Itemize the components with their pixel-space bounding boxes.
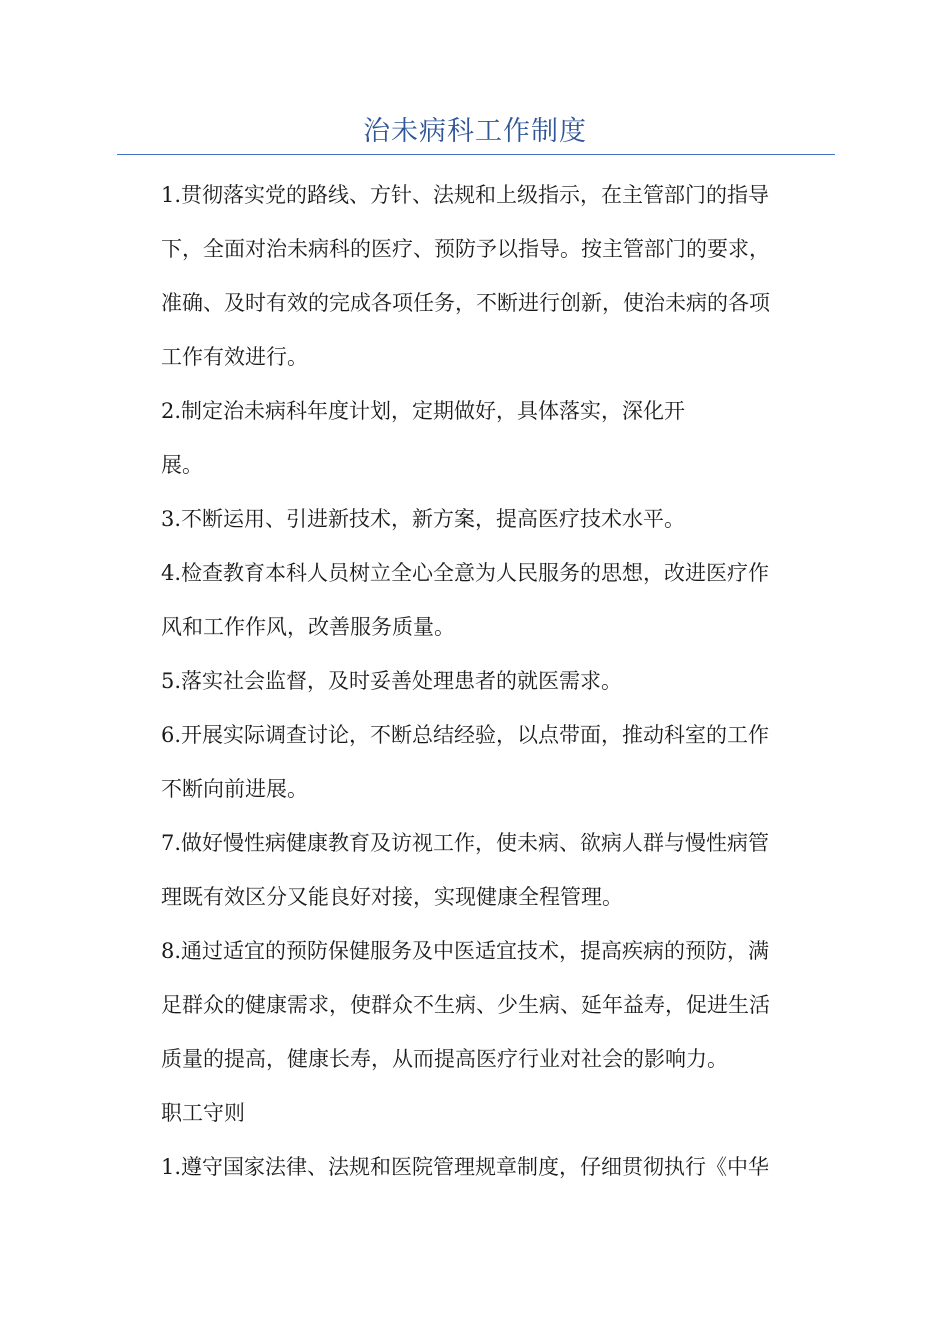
text-line: 理既有效区分又能良好对接，实现健康全程管理。 [161,885,623,909]
text-line: 2.制定治未病科年度计划，定期做好，具体落实，深化开 [161,399,686,423]
text-line: 工作有效进行。 [161,345,308,369]
text-line: 质量的提高，健康长寿，从而提高医疗行业对社会的影响力。 [161,1047,728,1071]
text-line: 1.遵守国家法律、法规和医院管理规章制度，仔细贯彻执行《中华 [161,1155,770,1179]
text-line: 3.不断运用、引进新技术，新方案，提高医疗技术水平。 [161,507,686,531]
text-line: 7.做好慢性病健康教育及访视工作，使未病、欲病人群与慢性病管 [161,831,770,855]
text-line: 8.通过适宜的预防保健服务及中医适宜技术，提高疾病的预防，满 [161,939,770,963]
text-line: 足群众的健康需求，使群众不生病、少生病、延年益寿，促进生活 [161,993,770,1017]
text-line: 5.落实社会监督，及时妥善处理患者的就医需求。 [161,669,623,693]
text-line: 1.贯彻落实党的路线、方针、法规和上级指示，在主管部门的指导 [161,183,770,207]
title-underline [117,154,835,155]
text-line: 下，全面对治未病科的医疗、预防予以指导。按主管部门的要求， [161,237,770,261]
page-title: 治未病科工作制度 [363,116,587,147]
text-line: 不断向前进展。 [161,777,308,801]
text-line: 展。 [161,453,203,477]
text-line: 准确、及时有效的完成各项任务，不断进行创新，使治未病的各项 [161,291,770,315]
section-heading: 职工守则 [161,1101,245,1125]
text-line: 4.检查教育本科人员树立全心全意为人民服务的思想，改进医疗作 [161,561,770,585]
text-line: 6.开展实际调查讨论，不断总结经验，以点带面，推动科室的工作 [161,723,770,747]
text-line: 风和工作作风，改善服务质量。 [161,615,455,639]
